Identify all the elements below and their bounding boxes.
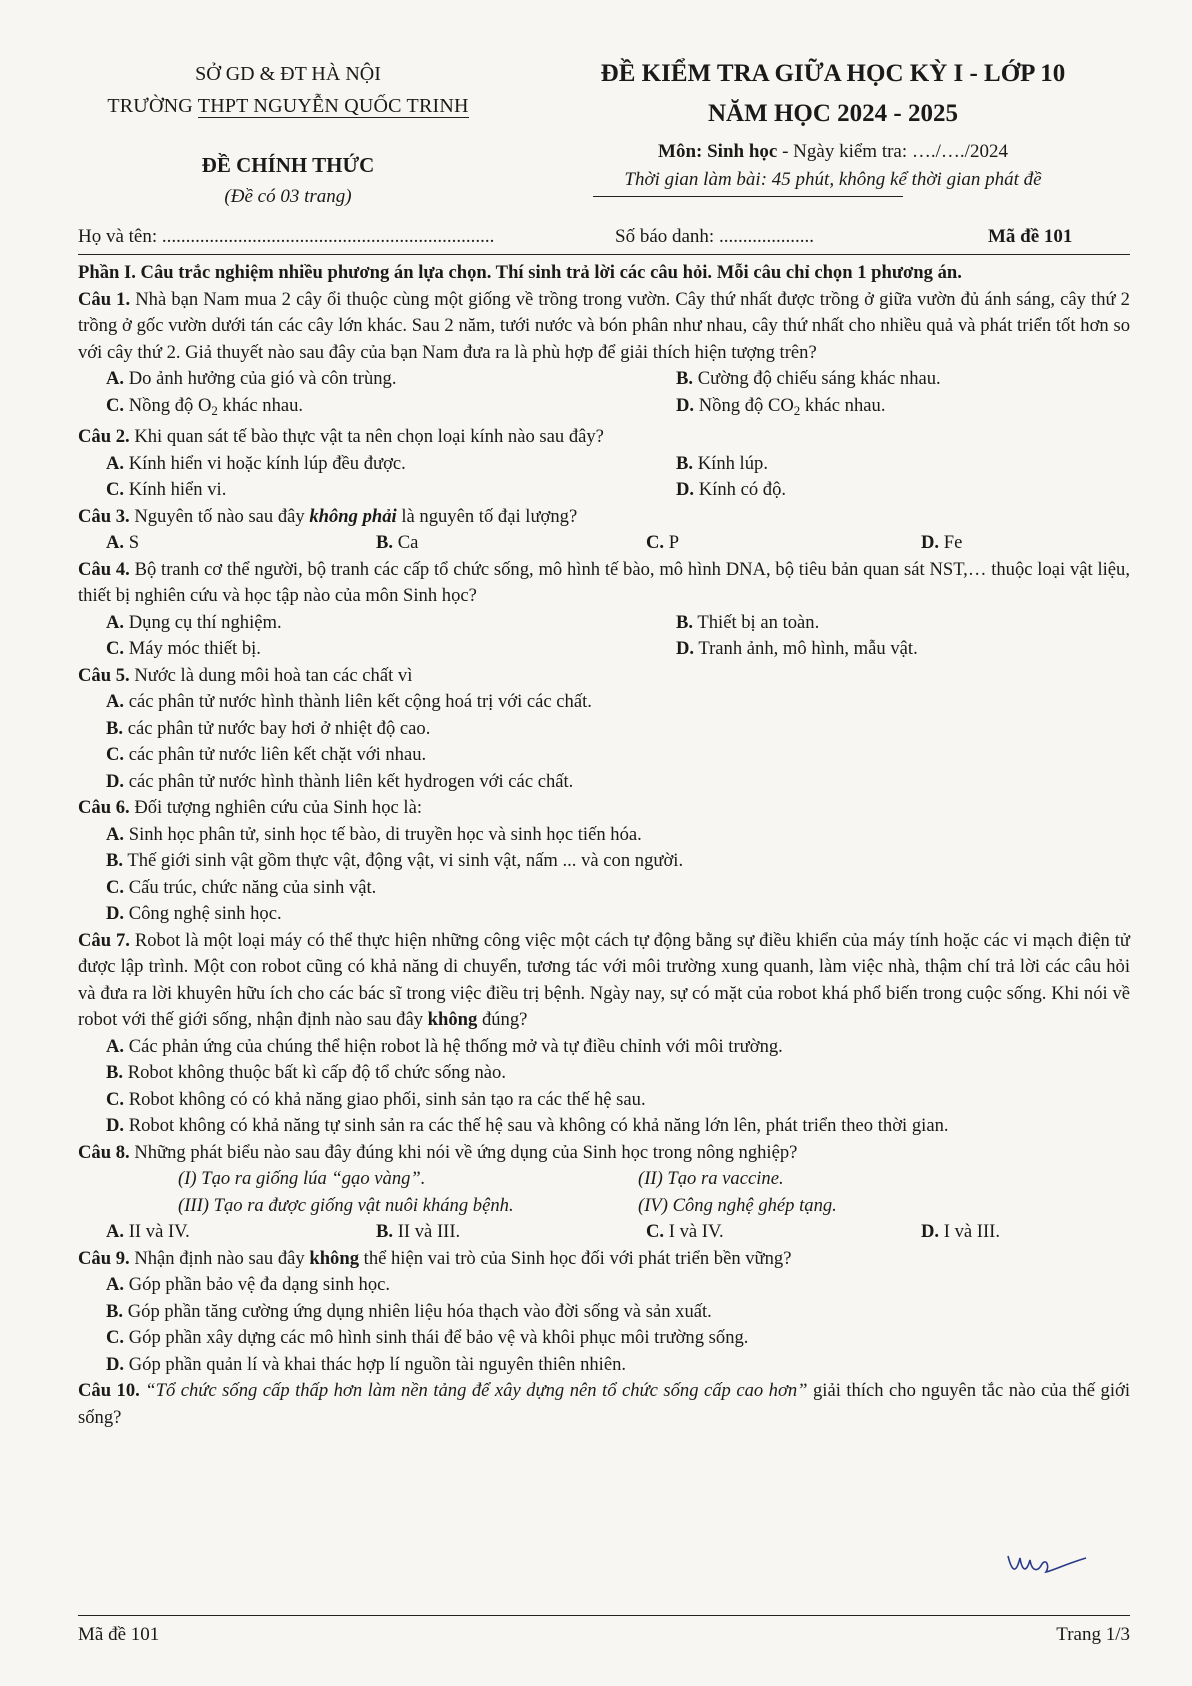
option-letter: B.	[106, 717, 124, 739]
question-3	[78, 504, 1130, 531]
question-label: Câu 4.	[78, 558, 130, 580]
option-text: Ca	[397, 532, 419, 553]
question-quote: “Tổ chức sống cấp thấp hơn làm nền tảng để xây dựng nên tổ chức sống cấp cao hơn”	[139, 1380, 808, 1401]
option-letter: A.	[106, 368, 125, 389]
option-letter: C.	[106, 744, 125, 765]
question-label: Câu 1.	[78, 288, 131, 310]
student-info-row	[78, 224, 1130, 252]
option-letter: D.	[676, 394, 695, 416]
option-text: Dụng cụ thí nghiệm.	[128, 611, 282, 633]
question-label: Câu 6.	[78, 797, 130, 818]
option-letter: C.	[106, 876, 125, 898]
option-text: Robot không có khả năng tự sinh sản ra các thế hệ sau và không có khả năng lớn lên, phát triển theo thời gian.	[128, 1115, 949, 1136]
option-text: Góp phần quản lí và khai thác hợp lí nguồn tài nguyên thiên nhiên.	[128, 1353, 627, 1375]
option-c	[618, 1219, 893, 1246]
question-label: Câu 10.	[78, 1380, 140, 1401]
option-a	[78, 822, 1130, 849]
option-text: Do ảnh hưởng của gió và côn trùng.	[128, 368, 397, 389]
option-text: Máy móc thiết bị.	[128, 638, 261, 659]
question-5	[78, 663, 1130, 690]
option-letter: C.	[646, 532, 665, 553]
option-letter: B.	[676, 368, 694, 389]
exam-content	[78, 260, 1130, 1431]
name-field: Họ và tên: ......................................................................	[78, 226, 495, 247]
option-text: Fe	[943, 532, 963, 553]
option-c	[78, 477, 648, 504]
subscript: 2	[793, 402, 801, 418]
exam-duration: Thời gian làm bài: 45 phút, không kể thời gian phát đề	[624, 169, 1042, 190]
option-b	[348, 530, 618, 557]
options	[78, 530, 1130, 557]
exam-date: - Ngày kiểm tra: …./…./2024	[777, 141, 1008, 162]
options	[78, 1219, 1130, 1246]
option-text: Kính hiển vi hoặc kính lúp đều được.	[128, 452, 406, 474]
option-a	[78, 689, 1130, 716]
option-text: II và III.	[397, 1221, 461, 1242]
option-b	[648, 451, 1130, 478]
school-header	[78, 58, 498, 122]
option-letter: B.	[106, 1300, 124, 1322]
option-c	[78, 393, 648, 425]
option-d	[78, 1352, 1130, 1379]
question-text: giải thích cho nguyên tắc nào của thế giới sống?	[78, 1380, 1130, 1428]
option-text: Cấu trúc, chức năng của sinh vật.	[128, 876, 377, 898]
option-text: Góp phần bảo vệ đa dạng sinh học.	[128, 1274, 391, 1295]
school-name	[78, 90, 498, 122]
school-prefix: TRƯỜNG	[107, 95, 198, 117]
handwritten-signature	[1002, 1546, 1092, 1586]
question-label: Câu 3.	[78, 505, 130, 527]
option-letter: A.	[106, 1221, 125, 1242]
school-name-underlined: THPT NGUYỄN QUỐC TRINH	[197, 95, 469, 117]
question-1	[78, 287, 1130, 367]
header-divider	[593, 196, 903, 197]
option-c	[78, 1325, 1130, 1352]
option-text: các phân tử nước bay hơi ở nhiệt độ cao.	[127, 717, 431, 739]
option-c	[618, 530, 893, 557]
pages-note: (Đề có 03 trang)	[224, 186, 352, 207]
option-text: khác nhau.	[800, 394, 886, 416]
option-c	[78, 1087, 1130, 1114]
statement-2: (II) Tạo ra vaccine.	[638, 1168, 784, 1189]
page-number: Trang 1/3	[1056, 1624, 1130, 1645]
question-10	[78, 1378, 1130, 1431]
option-text: Nồng độ CO	[698, 394, 794, 416]
question-text: Khi quan sát tế bào thực vật ta nên chọn loại kính nào sau đây?	[129, 426, 604, 447]
question-text: Robot là một loại máy có thể thực hiện những công việc một cách tự động bằng sự điều khiển của máy tính hoặc các vi mạch điện tử được lập trình. Một con robot cũng có khả năng di chuyển, tương tác với môi trường xung quanh, làm việc nhà, thậm chí trả lời các câu hỏi và đưa ra lời khuyên hữu ích cho các bác sĩ trong việc điều trị bệnh. Ngày nay, sự có mặt của robot khá phổ biến trong cuộc sống. Khi nói về robot với thế giới sống, nhận định nào sau đây	[78, 929, 1130, 1030]
option-text: các phân tử nước liên kết chặt với nhau.	[128, 744, 427, 765]
option-text: Nồng độ O	[128, 394, 212, 416]
option-letter: D.	[106, 770, 125, 792]
question-emphasis: không phải	[309, 505, 397, 527]
option-text: Thiết bị an toàn.	[697, 611, 820, 633]
subscript: 2	[211, 402, 218, 418]
option-text: các phân tử nước hình thành liên kết hydrogen với các chất.	[128, 770, 574, 792]
options	[78, 610, 1130, 663]
question-text: Nước là dung môi hoà tan các chất vì	[129, 664, 413, 686]
option-letter: A.	[106, 1035, 125, 1057]
option-text: các phân tử nước hình thành liên kết cộng hoá trị với các chất.	[128, 691, 592, 712]
option-letter: B.	[106, 1062, 124, 1083]
footer-exam-code: Mã đề 101	[78, 1624, 160, 1645]
option-b	[78, 716, 1130, 743]
option-letter: A.	[106, 823, 125, 845]
option-a	[78, 530, 348, 557]
question-label: Câu 7.	[78, 929, 130, 951]
options	[78, 451, 1130, 504]
option-b	[648, 366, 1130, 393]
statement-3: (III) Tạo ra được giống vật nuôi kháng bệnh.	[178, 1194, 514, 1216]
footer-divider	[78, 1615, 1130, 1616]
question-label: Câu 9.	[78, 1247, 130, 1269]
statement-4: (IV) Công nghệ ghép tạng.	[638, 1194, 837, 1216]
option-c	[78, 875, 1130, 902]
option-text: II và IV.	[128, 1221, 190, 1242]
option-text: Các phản ứng của chúng thể hiện robot là hệ thống mở và tự điều chỉnh với môi trường.	[128, 1035, 783, 1057]
option-a	[78, 1272, 1130, 1299]
option-b	[648, 610, 1130, 637]
option-letter: A.	[106, 452, 125, 474]
question-2	[78, 424, 1130, 451]
candidate-number-field: Số báo danh: ....................	[615, 226, 814, 247]
option-text: Tranh ảnh, mô hình, mẫu vật.	[698, 638, 918, 659]
option-text: Robot không thuộc bất kì cấp độ tổ chức sống nào.	[127, 1062, 506, 1083]
option-letter: B.	[106, 850, 124, 871]
option-c	[78, 742, 1130, 769]
option-d	[78, 1113, 1130, 1140]
question-emphasis: không	[309, 1247, 359, 1269]
option-text: Góp phần tăng cường ứng dụng nhiên liệu hóa thạch vào đời sống và sản xuất.	[127, 1300, 712, 1322]
option-letter: C.	[106, 1088, 125, 1110]
option-text: I và III.	[943, 1221, 1000, 1242]
option-letter: A.	[106, 1274, 125, 1295]
option-d	[648, 636, 1130, 663]
option-letter: D.	[921, 532, 940, 553]
option-text: Sinh học phân tử, sinh học tế bào, di truyền học và sinh học tiến hóa.	[128, 823, 642, 845]
question-text: Đối tượng nghiên cứu của Sinh học là:	[129, 797, 422, 818]
option-letter: B.	[676, 611, 694, 633]
option-letter: B.	[376, 532, 394, 553]
question-4	[78, 557, 1130, 610]
statement-1: (I) Tạo ra giống lúa “gạo vàng”.	[178, 1168, 426, 1189]
question-8	[78, 1140, 1130, 1167]
option-text: Thế giới sinh vật gồm thực vật, động vật, vi sinh vật, nấm ... và con người.	[127, 850, 684, 871]
question-text: là nguyên tố đại lượng?	[396, 505, 578, 527]
option-text: I và IV.	[668, 1221, 724, 1242]
exam-header	[523, 56, 1143, 194]
option-b	[78, 1060, 1130, 1087]
question-text: Nguyên tố nào sau đây	[129, 505, 310, 527]
question-emphasis: không	[427, 1009, 478, 1030]
option-letter: C.	[646, 1221, 665, 1242]
option-text: Kính có độ.	[698, 479, 787, 500]
official-label: ĐỀ CHÍNH THỨC	[201, 153, 375, 177]
subject-label: Môn: Sinh học	[658, 141, 778, 162]
school-year: NĂM HỌC 2024 - 2025	[708, 100, 958, 127]
exam-code: Mã đề 101	[988, 226, 1073, 247]
option-b	[348, 1219, 618, 1246]
option-letter: A.	[106, 691, 125, 712]
question-text: Nhận định nào sau đây	[129, 1247, 310, 1269]
department-name: SỞ GD & ĐT HÀ NỘI	[195, 63, 381, 85]
question-text: Những phát biểu nào sau đây đúng khi nói về ứng dụng của Sinh học trong nông nghiệp?	[129, 1141, 798, 1163]
question-text: đúng?	[477, 1009, 528, 1030]
question-text: thể hiện vai trò của Sinh học đối với phát triển bền vững?	[359, 1247, 792, 1269]
exam-subject	[523, 138, 1143, 166]
option-b	[78, 848, 1130, 875]
option-letter: D.	[106, 1115, 125, 1136]
option-a	[78, 1219, 348, 1246]
question-label: Câu 5.	[78, 664, 130, 686]
option-letter: C.	[106, 1327, 125, 1348]
statements	[78, 1166, 1130, 1219]
question-text: Bộ tranh cơ thể người, bộ tranh các cấp tổ chức sống, mô hình tế bào, mô hình DNA, bộ tiêu bản quan sát NST,… thuộc loại vật liệu, thiết bị nghiên cứu và học tập nào của môn Sinh học?	[78, 558, 1130, 606]
exam-title: ĐỀ KIỂM TRA GIỮA HỌC KỲ I - LỚP 10	[600, 60, 1066, 87]
question-7	[78, 928, 1130, 1034]
option-text: P	[668, 532, 680, 553]
top-divider	[78, 254, 1130, 255]
option-text: Cường độ chiếu sáng khác nhau.	[697, 368, 941, 389]
option-letter: D.	[676, 479, 695, 500]
option-d	[648, 393, 1130, 425]
option-letter: C.	[106, 394, 125, 416]
exam-page	[78, 0, 1130, 1686]
option-letter: B.	[676, 452, 694, 474]
option-letter: D.	[921, 1221, 940, 1242]
option-letter: D.	[106, 1353, 125, 1375]
option-letter: C.	[106, 479, 125, 500]
option-text: Robot không có có khả năng giao phối, sinh sản tạo ra các thế hệ sau.	[128, 1088, 646, 1110]
option-text: khác nhau.	[217, 394, 304, 416]
option-d	[893, 1219, 1130, 1246]
option-a	[78, 610, 648, 637]
option-b	[78, 1299, 1130, 1326]
option-letter: D.	[106, 903, 125, 924]
option-letter: A.	[106, 611, 125, 633]
option-d	[78, 769, 1130, 796]
option-text: Công nghệ sinh học.	[128, 903, 282, 924]
option-a	[78, 1034, 1130, 1061]
option-letter: C.	[106, 638, 125, 659]
option-letter: A.	[106, 532, 125, 553]
option-letter: D.	[676, 638, 695, 659]
option-text: Kính hiển vi.	[128, 479, 227, 500]
option-c	[78, 636, 648, 663]
question-label: Câu 2.	[78, 426, 130, 447]
option-text: S	[128, 532, 140, 553]
option-d	[648, 477, 1130, 504]
option-letter: B.	[376, 1221, 394, 1242]
option-a	[78, 451, 648, 478]
option-text: Góp phần xây dựng các mô hình sinh thái để bảo vệ và khôi phục môi trường sống.	[128, 1327, 749, 1348]
question-label: Câu 8.	[78, 1141, 130, 1163]
question-text: Nhà bạn Nam mua 2 cây ổi thuộc cùng một giống về trồng trong vườn. Cây thứ nhất được trồng ở giữa vườn đủ ánh sáng, cây thứ 2 trồng ở gốc vườn dưới tán các cây lớn khác. Sau 2 năm, tưới nước và bón phân như nhau, cây thứ nhất cho nhiều quả và phát triển tốt hơn so với cây thứ 2. Giả thuyết nào sau đây của bạn Nam đưa ra là phù hợp để giải thích hiện tượng trên?	[78, 288, 1130, 363]
option-d	[78, 901, 1130, 928]
option-text: Kính lúp.	[697, 452, 768, 474]
option-a	[78, 366, 648, 393]
question-9	[78, 1246, 1130, 1273]
options	[78, 366, 1130, 424]
part-title: Phần I. Câu trắc nghiệm nhiều phương án lựa chọn. Thí sinh trả lời các câu hỏi. Mỗi câu chỉ chọn 1 phương án.	[78, 262, 962, 283]
option-d	[893, 530, 1130, 557]
question-6	[78, 795, 1130, 822]
